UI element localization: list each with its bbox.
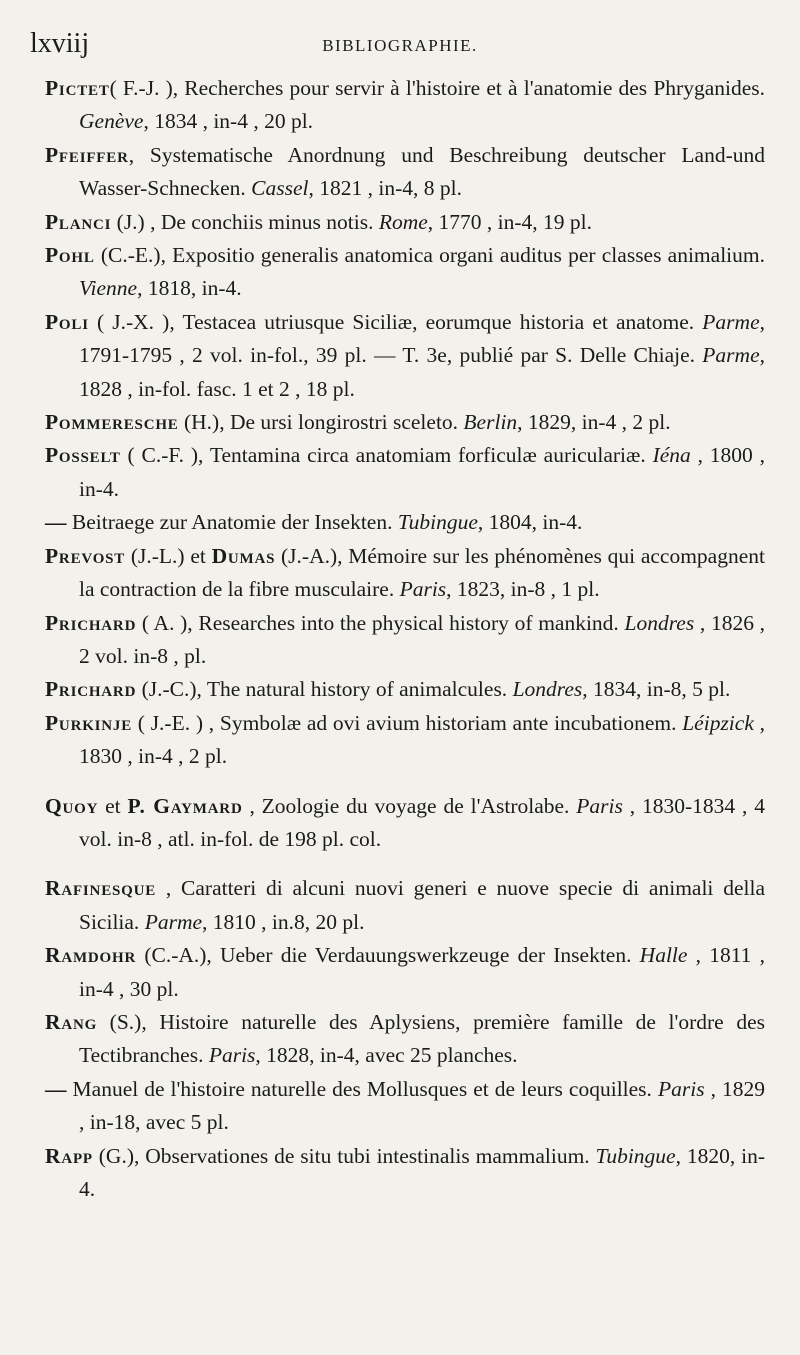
- page-header: [0, 22, 800, 62]
- publication-details: , 1818, in-4.: [137, 276, 242, 301]
- author-name: Prevost: [45, 543, 126, 568]
- bibliography-entry: [45, 406, 765, 439]
- publication-place: Parme: [144, 909, 203, 934]
- author-name: Rapp: [45, 1143, 93, 1168]
- author-name: P. Gaymard: [127, 793, 243, 818]
- publication-details: , 1829 , in-18, avec 5 pl.: [79, 1076, 765, 1135]
- entry-text: , Systematische Anordnung und Beschreibung deutscher Land-und Wasser-Schnecken.: [79, 142, 765, 201]
- author-name: Ramdohr: [45, 943, 137, 968]
- entry-text: (G.), Observationes de situ tubi intestinalis mammalium.: [92, 1143, 596, 1168]
- bibliography-entry: [45, 506, 765, 539]
- bibliography-entry: [45, 239, 765, 306]
- entry-text: Manuel de l'histoire naturelle des Mollusques et de leurs coquilles.: [66, 1076, 658, 1101]
- publication-place: Cassel: [251, 176, 309, 201]
- entry-text: (C.-A.), Ueber die Verdauungswerkzeuge der Insekten.: [136, 943, 640, 968]
- bibliography-entry: [45, 607, 765, 674]
- bibliography-entry: [45, 673, 765, 706]
- entry-text: , Zoologie du voyage de l'Astrolabe.: [242, 793, 577, 818]
- publication-place: Parme: [702, 309, 760, 334]
- entry-text: et: [98, 793, 128, 818]
- publication-place: Berlin: [463, 410, 518, 435]
- author-name: Rang: [45, 1009, 98, 1034]
- entry-text: (J.) , De conchiis minus notis.: [111, 209, 379, 234]
- author-name: Pictet: [45, 76, 110, 100]
- bibliography-entry: [45, 790, 765, 857]
- bibliography-entry: [45, 206, 765, 239]
- continuation-dash: —: [45, 510, 67, 535]
- publication-place: Rome: [378, 209, 428, 234]
- entry-text: (H.), De ursi longirostri sceleto.: [178, 410, 464, 435]
- publication-details: , 1828 , in-fol. fasc. 1 et 2 , 18 pl.: [79, 343, 765, 401]
- publication-details: , 1811 , in-4 , 30 pl.: [79, 943, 766, 1001]
- bibliography-entry: [45, 939, 765, 1006]
- author-name: Purkinje: [45, 710, 133, 735]
- publication-place: Vienne: [79, 276, 138, 301]
- entry-text: (J.-L.) et: [125, 543, 212, 568]
- publication-place: Léipzick: [682, 710, 754, 735]
- running-title: BIBLIOGRAPHIE.: [322, 36, 478, 55]
- author-name: Planci: [45, 209, 112, 234]
- entry-text: (C.-E.), Expositio generalis anatomica organi auditus per classes animalium.: [94, 243, 765, 268]
- publication-place: Halle: [639, 943, 688, 968]
- bibliography-entry: [45, 872, 765, 939]
- entry-text: ( J.-X. ), Testacea utriusque Siciliæ, eorumque historia et anatome.: [88, 309, 703, 334]
- author-name: Posselt: [45, 443, 121, 468]
- publication-details: , 1810 , in.8, 20 pl.: [202, 909, 365, 934]
- publication-details: , 1821 , in-4, 8 pl.: [308, 176, 462, 201]
- author-name: Pohl: [45, 243, 95, 268]
- publication-details: , 1826 , 2 vol. in-8 , pl.: [79, 610, 766, 668]
- entry-text: , Caratteri di alcuni nuovi generi e nuove specie di animali della Sicilia.: [79, 876, 765, 934]
- page-number: lxviij: [30, 28, 90, 59]
- publication-place: Londres: [624, 610, 695, 635]
- continuation-dash: —: [45, 1076, 67, 1101]
- entry-text: Beitraege zur Anatomie der Insekten.: [66, 510, 398, 535]
- publication-details: , 1770 , in-4, 19 pl.: [427, 209, 593, 234]
- entry-text: (J.-A.), Mémoire sur les phénomènes qui accompagnent la contraction de la fibre musculaire.: [79, 543, 765, 602]
- author-name: Quoy: [45, 793, 99, 818]
- publication-details: , 1820, in-4.: [79, 1143, 765, 1201]
- bibliography-entry: [45, 1073, 765, 1140]
- entry-text: ( A. ), Researches into the physical history of mankind.: [136, 610, 625, 635]
- bibliography-entry: [45, 439, 765, 506]
- publication-details: , 1828, in-4, avec 25 planches.: [255, 1043, 518, 1068]
- entry-text: ( J.-E. ) , Symbolæ ad ovi avium historiam ante incubationem.: [132, 710, 683, 735]
- bibliography-entry: [45, 540, 765, 607]
- author-name: Prichard: [45, 610, 137, 635]
- author-name: Poli: [45, 309, 89, 334]
- author-name: Pfeiffer: [45, 142, 129, 167]
- publication-place: Paris: [399, 577, 447, 602]
- publication-details: , 1804, in-4.: [477, 510, 583, 535]
- publication-details: , 1829, in-4 , 2 pl.: [517, 410, 671, 435]
- entry-text: (S.), Histoire naturelle des Aplysiens, première famille de l'ordre des Tectibranches.: [79, 1009, 765, 1068]
- publication-place: Tubingue: [397, 510, 478, 535]
- bibliography-entry: [45, 306, 765, 406]
- publication-details: , 1834, in-8, 5 pl.: [582, 677, 731, 702]
- publication-place: Paris: [576, 793, 623, 818]
- publication-place: Genève: [79, 109, 144, 134]
- publication-place: Tubingue: [595, 1143, 676, 1168]
- bibliography-entry: [45, 72, 765, 139]
- bibliography-entry: [45, 1140, 765, 1207]
- bibliography-list: [45, 72, 765, 1206]
- bibliography-entry: [45, 1006, 765, 1073]
- entry-text: ( F.-J. ), Recherches pour servir à l'histoire et à l'anatomie des Phryganides.: [109, 76, 765, 100]
- author-name: Dumas: [211, 543, 276, 568]
- entry-text: (J.-C.), The natural history of animalcules.: [136, 677, 513, 702]
- bibliography-entry: [45, 139, 765, 206]
- publication-place: Paris: [657, 1076, 705, 1101]
- publication-place: Londres: [512, 677, 583, 702]
- author-name: Prichard: [45, 677, 137, 702]
- publication-place: Parme: [702, 343, 760, 368]
- publication-place: Iéna: [652, 443, 691, 468]
- publication-details: , 1823, in-8 , 1 pl.: [446, 577, 600, 602]
- author-name: Rafinesque: [45, 876, 157, 901]
- publication-place: Paris: [208, 1043, 256, 1068]
- entry-text: ( C.-F. ), Tentamina circa anatomiam forficulæ auriculariæ.: [120, 443, 653, 468]
- publication-details: , 1830 , in-4 , 2 pl.: [79, 710, 765, 769]
- author-name: Pommeresche: [45, 410, 179, 435]
- publication-details: , 1830-1834 , 4 vol. in-8 , atl. in-fol. de 198 pl. col.: [79, 793, 765, 851]
- publication-details: , 1800 , in-4.: [79, 443, 765, 501]
- publication-details: , 1791-1795 , 2 vol. in-fol., 39 pl. — T. 3e, publié par S. Delle Chiaje.: [79, 309, 765, 368]
- bibliography-entry: [45, 707, 765, 774]
- publication-details: , 1834 , in-4 , 20 pl.: [143, 109, 314, 134]
